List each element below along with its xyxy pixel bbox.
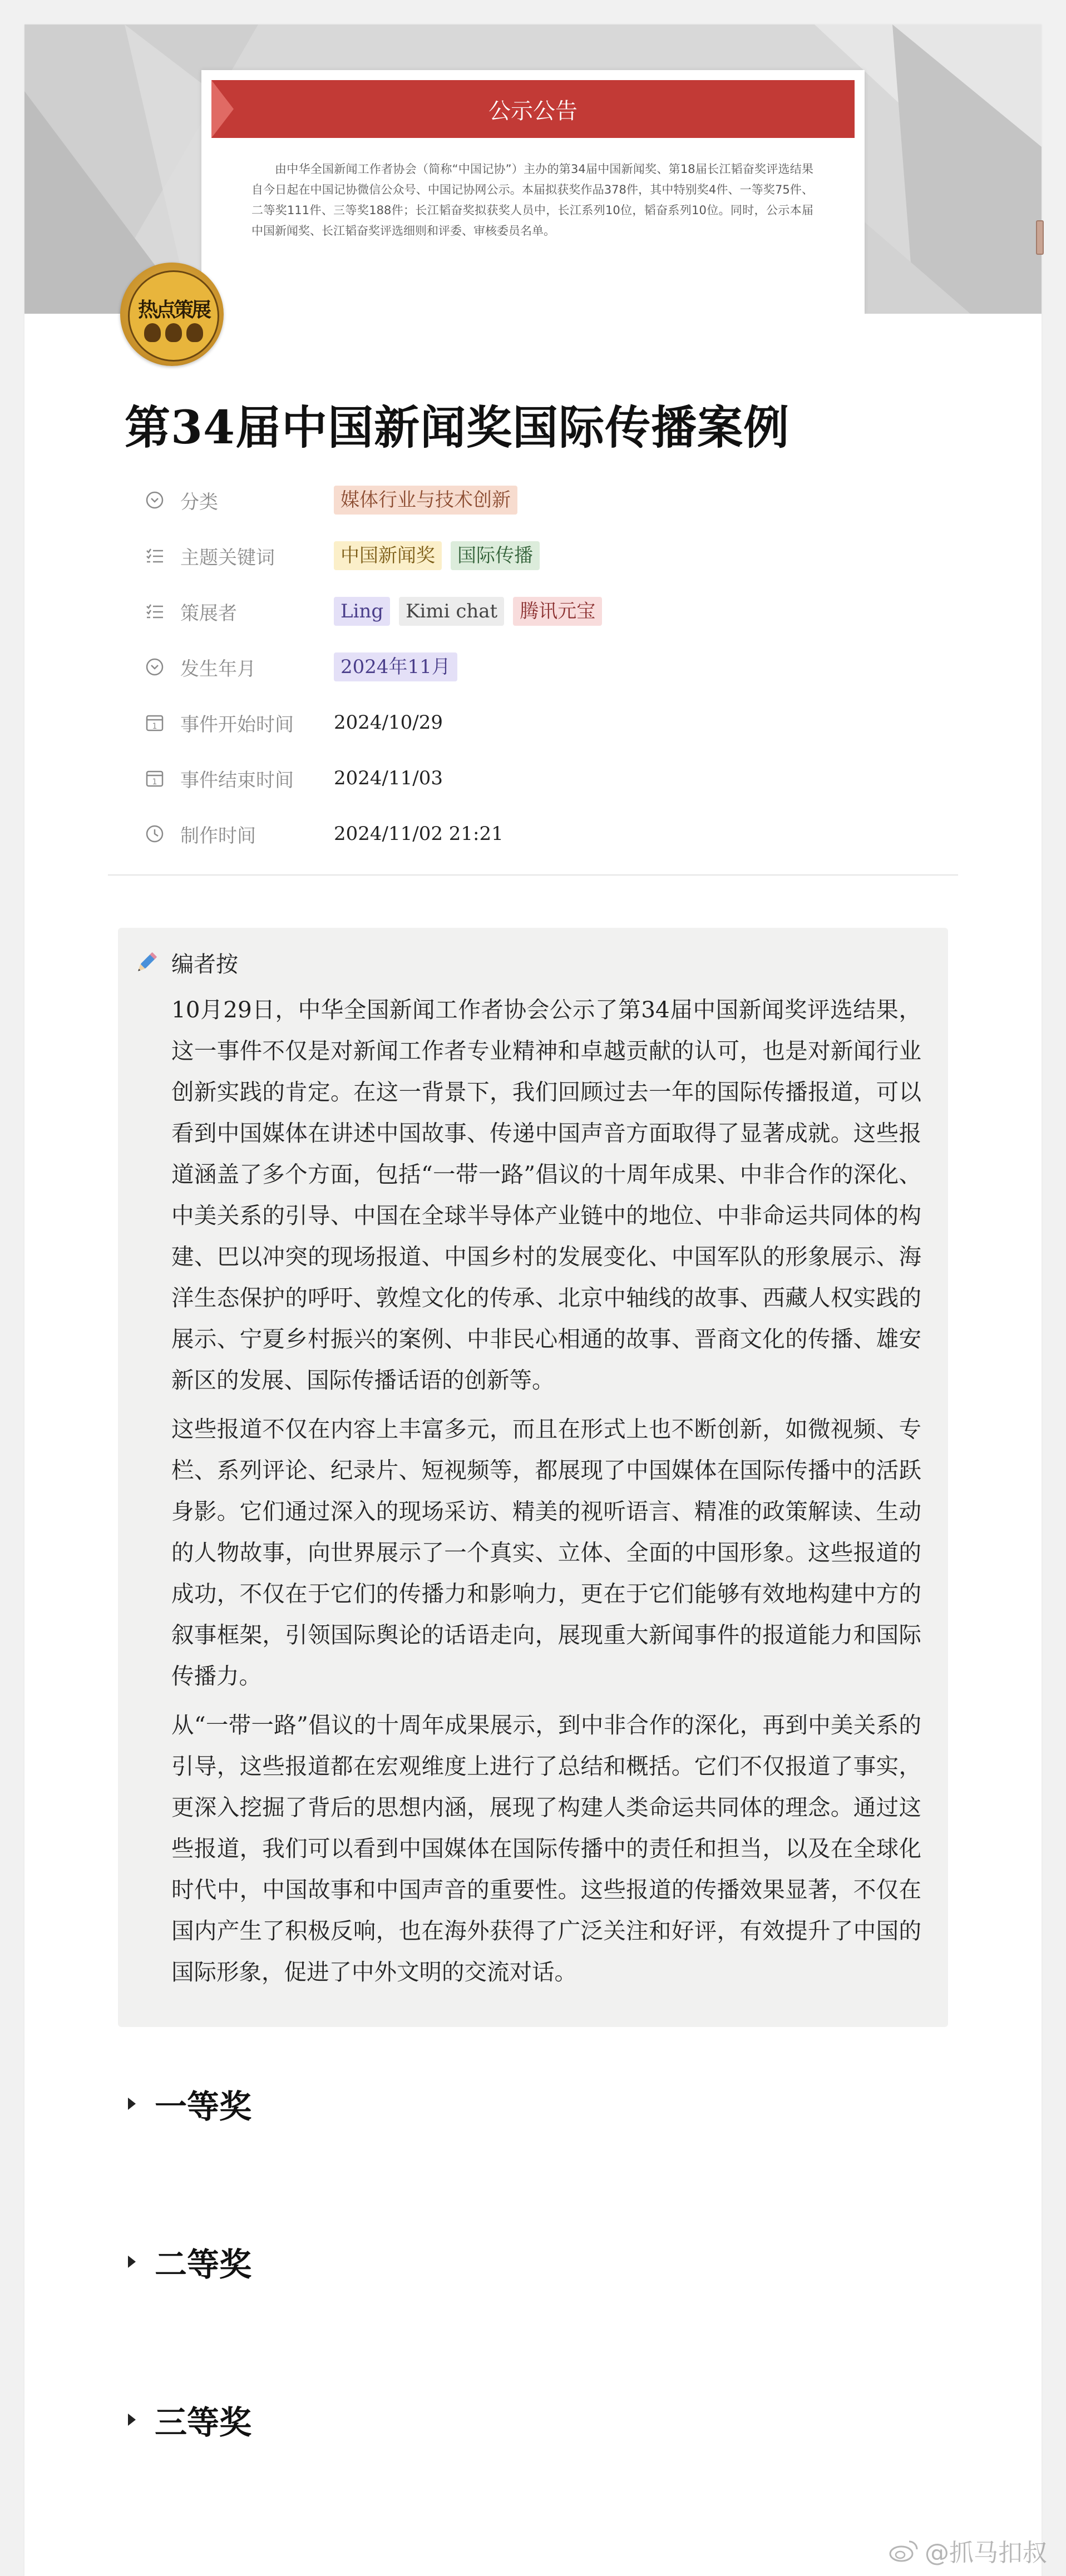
- property-tag[interactable]: 媒体行业与技术创新: [334, 486, 517, 515]
- property-values: [334, 597, 602, 626]
- multi-select-icon: [144, 600, 166, 622]
- property-row[interactable]: [119, 481, 987, 520]
- paragraph: 从“一带一路”倡议的十周年成果展示，到中非合作的深化，再到中美关系的引导，这些报道都在宏观维度上进行了总结和概括。它们不仅报道了事实，更深入挖掘了背后的思想内涵，展现了构建人类命运共同体的理念。通过这些报道，我们可以看到中国媒体在国际传播中的责任和担当，以及在全球化时代中，中国故事和中国声音的重要性。这些报道的传播效果显著，不仅在国内产生了积极反响，也在海外获得了广泛关注和好评，有效提升了中国的国际形象，促进了中外文明的交流对话。: [171, 1712, 921, 1985]
- property-value: 2024/10/29: [334, 711, 443, 734]
- clock-icon: [144, 823, 166, 845]
- callout-title: 编者按: [171, 952, 238, 977]
- property-row[interactable]: [119, 703, 987, 742]
- property-tag[interactable]: Ling: [334, 597, 390, 626]
- multi-select-icon: [144, 545, 166, 567]
- paragraph: 这些报道不仅在内容上丰富多元，而且在形式上也不断创新，如微视频、专栏、系列评论、纪录片、短视频等，都展现了中国媒体在国际传播中的活跃身影。它们通过深入的现场采访、精美的视听语言、精准的政策解读、生动的人物故事，向世界展示了一个真实、立体、全面的中国形象。这些报道的成功，不仅在于它们的传播力和影响力，更在于它们能够有效地构建中方的叙事框架，引领国际舆论的话语走向，展现重大新闻事件的报道能力和国际传播力。: [171, 1416, 921, 1689]
- editor-note-callout: [118, 928, 948, 2027]
- property-label: 制作时间: [180, 824, 256, 847]
- property-label: 分类: [180, 491, 218, 513]
- toggle-label: 一等奖: [155, 2088, 252, 2125]
- select-icon: [144, 489, 166, 511]
- property-row[interactable]: [119, 814, 987, 853]
- toggle-label: 二等奖: [155, 2246, 252, 2283]
- logo-text: 热点策展: [137, 299, 209, 322]
- property-tag[interactable]: 国际传播: [451, 541, 540, 570]
- watermark: [888, 2533, 1047, 2568]
- svg-text:1: 1: [152, 778, 157, 787]
- property-value: 2024/11/02 21:21: [334, 823, 504, 845]
- notice-body: 由中华全国新闻工作者协会（简称“中国记协”）主办的第34届中国新闻奖、第18届长江韬奋奖评选结果自今日起在中国记协微信公众号、中国记协网公示。本届拟获奖作品378件，其中特别奖4件、一等奖75件、二等奖111件、三等奖188件；长江韬奋奖拟获奖人员中，长江系列10位，韬奋系列10位。同时，公示本届中国新闻奖、长江韬奋奖评选细则和评委、审核委员名单。: [251, 162, 813, 238]
- property-values: [334, 767, 443, 789]
- calendar-icon: [144, 767, 166, 789]
- property-tag[interactable]: 中国新闻奖: [334, 541, 442, 570]
- watermark-text: @抓马扣叔: [925, 2539, 1047, 2567]
- property-label: 事件结束时间: [180, 769, 294, 792]
- property-tag[interactable]: 腾讯元宝: [513, 597, 602, 626]
- property-value: 2024/11/03: [334, 767, 443, 789]
- triangle-right-icon[interactable]: [128, 2098, 136, 2110]
- divider: [108, 874, 958, 876]
- paragraph: 10月29日，中华全国新闻工作者协会公示了第34届中国新闻奖评选结果，这一事件不仅是对新闻工作者专业精神和卓越贡献的认可，也是对新闻行业创新实践的肯定。在这一背景下，我们回顾过去一年的国际传播报道，可以看到中国媒体在讲述中国故事、传递中国声音方面取得了显著成就。这些报道涵盖了多个方面，包括“一带一路”倡议的十周年成果、中非合作的深化、中美关系的引导、中国在全球半导体产业链中的地位、中非命运共同体的构建、巴以冲突的现场报道、中国乡村的发展变化、中国军队的形象展示、海洋生态保护的呼吁、敦煌文化的传承、北京中轴线的故事、西藏人权实践的展示、宁夏乡村振兴的案例、中非民心相通的故事、晋商文化的传播、雄安新区的发展、国际传播话语的创新等。: [171, 996, 921, 1393]
- logo-faces: [144, 323, 203, 343]
- notice-title: 公示公告: [211, 80, 855, 138]
- property-label: 发生年月: [180, 657, 256, 680]
- property-row[interactable]: [119, 592, 987, 631]
- toggle-label: 三等奖: [155, 2404, 252, 2441]
- toggle-second-prize[interactable]: [128, 2239, 251, 2284]
- property-values: [334, 823, 504, 845]
- property-tag[interactable]: 2024年11月: [334, 652, 457, 681]
- property-row[interactable]: [119, 536, 987, 575]
- pencil-icon: [134, 950, 159, 976]
- select-icon: [144, 656, 166, 678]
- property-row[interactable]: [119, 647, 987, 686]
- svg-text:1: 1: [152, 722, 157, 731]
- page-icon-logo: [120, 263, 224, 366]
- property-values: [334, 652, 457, 681]
- property-label: 策展者: [180, 602, 237, 625]
- weibo-icon: [888, 2538, 919, 2563]
- triangle-right-icon[interactable]: [128, 2414, 136, 2426]
- notice-card: [201, 70, 865, 314]
- page-title: 第34届中国新闻奖国际传播案例: [125, 401, 790, 454]
- callout-body: [171, 989, 921, 2000]
- triangle-right-icon[interactable]: [128, 2256, 136, 2268]
- property-values: [334, 711, 443, 734]
- property-values: [334, 486, 517, 515]
- property-label: 主题关键词: [180, 546, 275, 569]
- property-label: 事件开始时间: [180, 713, 294, 736]
- property-row[interactable]: [119, 759, 987, 798]
- page: [24, 24, 1042, 2576]
- toggle-third-prize[interactable]: [128, 2397, 251, 2442]
- calendar-icon: [144, 711, 166, 734]
- scroll-indicator[interactable]: [1036, 220, 1044, 255]
- property-tag[interactable]: Kimi chat: [399, 597, 504, 626]
- property-values: [334, 541, 540, 570]
- toggle-first-prize[interactable]: [128, 2081, 251, 2126]
